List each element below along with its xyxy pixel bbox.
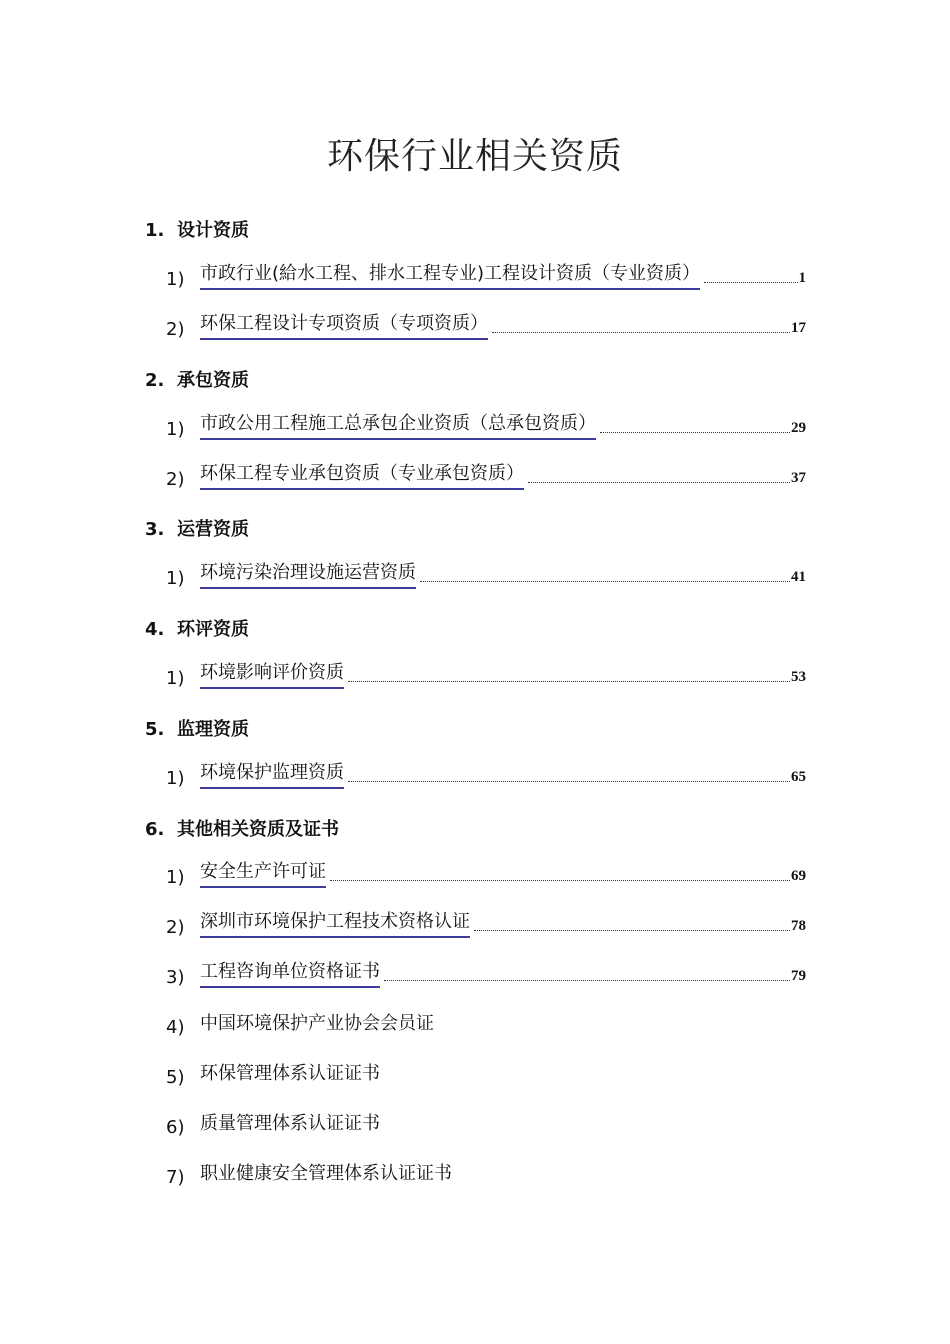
entry-index: 5) [166, 1067, 185, 1088]
entry-index: 7) [166, 1167, 185, 1188]
section-number: 1. [145, 220, 165, 241]
page-number: 79 [791, 968, 806, 984]
toc-entry[interactable] [166, 910, 806, 938]
toc-entry-plain [166, 1010, 806, 1038]
section-heading-supervision [145, 715, 249, 741]
dot-leader [348, 680, 790, 682]
entry-index: 6) [166, 1117, 185, 1138]
dot-leader [528, 481, 790, 483]
toc-entry[interactable] [166, 462, 806, 490]
page-number: 1 [798, 270, 806, 286]
entry-link[interactable]: 环保工程专业承包资质（专业承包资质） [200, 459, 524, 490]
dot-leader [330, 879, 790, 881]
entry-link[interactable]: 工程咨询单位资格证书 [200, 957, 380, 988]
dot-leader [492, 331, 790, 333]
section-title: 监理资质 [177, 719, 249, 740]
dot-leader [384, 979, 790, 981]
page-number: 78 [791, 918, 806, 934]
entry-text: 环保管理体系认证证书 [200, 1063, 380, 1084]
section-number: 4. [145, 619, 165, 640]
section-title: 设计资质 [177, 220, 249, 241]
toc-entry[interactable] [166, 761, 806, 789]
entry-index: 2) [166, 917, 185, 938]
section-number: 6. [145, 819, 165, 840]
entry-text: 职业健康安全管理体系认证证书 [200, 1163, 452, 1184]
dot-leader [600, 431, 790, 433]
section-heading-contracting [145, 366, 249, 392]
toc-entry[interactable] [166, 661, 806, 689]
toc-entry[interactable] [166, 312, 806, 340]
entry-link[interactable]: 环保工程设计专项资质（专项资质） [200, 309, 488, 340]
toc-entry-plain [166, 1160, 806, 1188]
dot-leader [420, 580, 790, 582]
entry-index: 1) [166, 668, 185, 689]
page-number: 17 [791, 320, 806, 336]
page-number: 53 [791, 669, 806, 685]
entry-index: 2) [166, 319, 185, 340]
entry-link[interactable]: 环境影响评价资质 [200, 658, 344, 689]
section-number: 3. [145, 519, 165, 540]
entry-index: 1) [166, 768, 185, 789]
entry-index: 3) [166, 967, 185, 988]
dot-leader [474, 929, 790, 931]
document-title: 环保行业相关资质 [326, 136, 623, 177]
section-title: 承包资质 [177, 370, 249, 391]
toc-entry[interactable] [166, 860, 806, 888]
page-number: 65 [791, 769, 806, 785]
section-number: 5. [145, 719, 165, 740]
section-heading-operation [145, 515, 249, 541]
entry-index: 1) [166, 568, 185, 589]
entry-link[interactable]: 市政公用工程施工总承包企业资质（总承包资质） [200, 409, 596, 440]
page-number: 29 [791, 420, 806, 436]
toc-entry[interactable] [166, 262, 806, 290]
dot-leader [704, 281, 797, 283]
entry-index: 1) [166, 867, 185, 888]
section-number: 2. [145, 370, 165, 391]
section-heading-design [145, 216, 249, 242]
section-title: 其他相关资质及证书 [177, 819, 339, 840]
dot-leader [348, 780, 790, 782]
section-title: 运营资质 [177, 519, 249, 540]
section-heading-other [145, 815, 339, 841]
toc-entry-plain [166, 1060, 806, 1088]
section-title: 环评资质 [177, 619, 249, 640]
entry-index: 2) [166, 469, 185, 490]
entry-index: 1) [166, 269, 185, 290]
entry-index: 4) [166, 1017, 185, 1038]
section-heading-eia [145, 615, 249, 641]
page-number: 37 [791, 470, 806, 486]
entry-text: 中国环境保护产业协会会员证 [200, 1013, 434, 1034]
page-number: 69 [791, 868, 806, 884]
entry-link[interactable]: 市政行业(給水工程、排水工程专业)工程设计资质（专业资质） [200, 259, 700, 290]
entry-link[interactable]: 环境保护监理资质 [200, 758, 344, 789]
entry-index: 1) [166, 419, 185, 440]
entry-link[interactable]: 环境污染治理设施运营资质 [200, 558, 416, 589]
toc-entry[interactable] [166, 412, 806, 440]
entry-link[interactable]: 深圳市环境保护工程技术资格认证 [200, 907, 470, 938]
page-number: 41 [791, 569, 806, 585]
entry-text: 质量管理体系认证证书 [200, 1113, 380, 1134]
toc-entry[interactable] [166, 561, 806, 589]
toc-entry-plain [166, 1110, 806, 1138]
toc-entry[interactable] [166, 960, 806, 988]
entry-link[interactable]: 安全生产许可证 [200, 857, 326, 888]
